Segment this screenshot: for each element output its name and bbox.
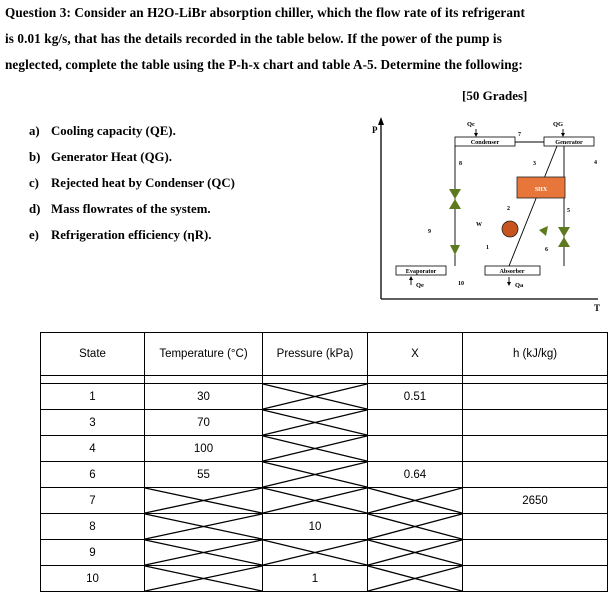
header-temperature: Temperature (°C) <box>145 333 263 376</box>
cell-x <box>368 436 463 462</box>
item-c-label: c) <box>29 176 39 190</box>
header-state: State <box>41 333 145 376</box>
item-a-text: Cooling capacity (QE). <box>51 124 176 138</box>
cell-temperature-crossed <box>145 566 263 592</box>
table-row <box>41 566 608 592</box>
state-label-1: 1 <box>486 245 489 251</box>
item-c <box>29 176 235 191</box>
table-row <box>41 514 608 540</box>
cell-pressure-crossed <box>263 384 368 410</box>
question-line-2: is 0.01 kg/s, that has the details recorded in the table below. If the power of the pump is <box>5 31 502 46</box>
cell-h <box>463 540 608 566</box>
item-e-text: Refrigeration efficiency (ηR). <box>51 228 212 242</box>
cell-state: 9 <box>41 540 145 566</box>
header-pressure: Pressure (kPa) <box>263 333 368 376</box>
heat-arrow-qc-head-icon <box>474 133 478 137</box>
cell-state: 10 <box>41 566 145 592</box>
cell-state: 4 <box>41 436 145 462</box>
cell-pressure-crossed <box>263 488 368 514</box>
table-row <box>41 410 608 436</box>
item-b-label: b) <box>29 150 41 164</box>
item-a <box>29 124 176 139</box>
expansion-valve-icon <box>449 189 461 199</box>
state-label-8: 8 <box>459 161 462 167</box>
axis-t-label: T <box>594 303 601 313</box>
cell-pressure: 1 <box>263 566 368 592</box>
evaporator-label: Evaporator <box>405 268 437 275</box>
state-label-3: 3 <box>533 161 536 167</box>
cell-h <box>463 410 608 436</box>
table-row <box>41 540 608 566</box>
state-label-9: 9 <box>428 229 431 235</box>
p-axis-arrow <box>378 117 384 125</box>
cell-pressure-crossed <box>263 410 368 436</box>
cell-x <box>368 410 463 436</box>
cell-pressure-crossed <box>263 540 368 566</box>
table-header-row <box>41 333 608 376</box>
heat-arrow-qe-head-icon <box>409 276 413 280</box>
question-line-1: Question 3: Consider an H2O-LiBr absorption chiller, which the flow rate of its refrigerant <box>5 5 525 20</box>
cell-temperature: 55 <box>145 462 263 488</box>
item-b <box>29 150 172 165</box>
generator-label: Generator <box>555 139 583 146</box>
state-label-7: 7 <box>518 132 521 138</box>
cell-pressure: 10 <box>263 514 368 540</box>
item-d <box>29 202 211 217</box>
header-x: X <box>368 333 463 376</box>
item-a-label: a) <box>29 124 40 138</box>
pump-icon <box>502 221 518 237</box>
cell-h: 2650 <box>463 488 608 514</box>
cell-temperature: 100 <box>145 436 263 462</box>
expansion-valve-icon <box>558 237 570 247</box>
cell-h <box>463 384 608 410</box>
item-b-text: Generator Heat (QG). <box>51 150 172 164</box>
cell-state: 8 <box>41 514 145 540</box>
state-label-6: 6 <box>545 247 548 253</box>
qe-label: Qe <box>416 282 424 289</box>
table-row <box>41 462 608 488</box>
expansion-valve-icon <box>449 199 461 209</box>
heat-arrow-qg-head-icon <box>561 133 565 137</box>
state-label-4: 4 <box>594 160 597 166</box>
cell-x: 0.51 <box>368 384 463 410</box>
table-row <box>41 488 608 514</box>
cell-state: 1 <box>41 384 145 410</box>
cell-temperature: 30 <box>145 384 263 410</box>
shx-label: SHX <box>534 187 548 193</box>
cell-x-crossed <box>368 514 463 540</box>
state-label-5: 5 <box>567 208 570 214</box>
state-data-table <box>40 332 608 592</box>
cell-h <box>463 566 608 592</box>
item-d-label: d) <box>29 202 41 216</box>
cell-temperature-crossed <box>145 540 263 566</box>
cell-x-crossed <box>368 488 463 514</box>
cell-h <box>463 436 608 462</box>
expansion-valve-icon <box>558 227 570 237</box>
heat-arrow-qa-head-icon <box>507 282 511 286</box>
cell-h <box>463 514 608 540</box>
flow-arrow-icon <box>539 226 548 236</box>
qc-label: Qc <box>467 121 475 128</box>
pump-work-label: W <box>476 222 482 228</box>
question-line-3: neglected, complete the table using the P-h-x chart and table A-5. Determine the following: <box>5 57 523 72</box>
grades-label: [50 Grades] <box>462 88 528 103</box>
cell-state: 3 <box>41 410 145 436</box>
cell-state: 7 <box>41 488 145 514</box>
cell-state: 6 <box>41 462 145 488</box>
table-spacer-row <box>41 376 608 384</box>
cell-pressure-crossed <box>263 436 368 462</box>
item-c-text: Rejected heat by Condenser (QC) <box>51 176 235 190</box>
cell-temperature-crossed <box>145 488 263 514</box>
state-label-2: 2 <box>507 206 510 212</box>
cell-temperature: 70 <box>145 410 263 436</box>
absorber-label: Absorber <box>499 268 525 275</box>
cell-temperature-crossed <box>145 514 263 540</box>
axis-p-label: P <box>372 125 378 135</box>
table-row <box>41 384 608 410</box>
cell-pressure-crossed <box>263 462 368 488</box>
item-d-text: Mass flowrates of the system. <box>51 202 211 216</box>
qa-label: Qa <box>515 282 524 289</box>
item-e-label: e) <box>29 228 39 242</box>
item-e <box>29 228 211 243</box>
cell-x-crossed <box>368 566 463 592</box>
table-row <box>41 436 608 462</box>
qg-label: QG <box>553 121 564 128</box>
absorption-cycle-diagram <box>370 115 606 315</box>
cell-x-crossed <box>368 540 463 566</box>
cell-h <box>463 462 608 488</box>
flow-arrow-icon <box>450 245 460 255</box>
condenser-label: Condenser <box>470 139 500 146</box>
state-label-10: 10 <box>458 281 464 287</box>
header-h: h (kJ/kg) <box>463 333 608 376</box>
cell-x: 0.64 <box>368 462 463 488</box>
